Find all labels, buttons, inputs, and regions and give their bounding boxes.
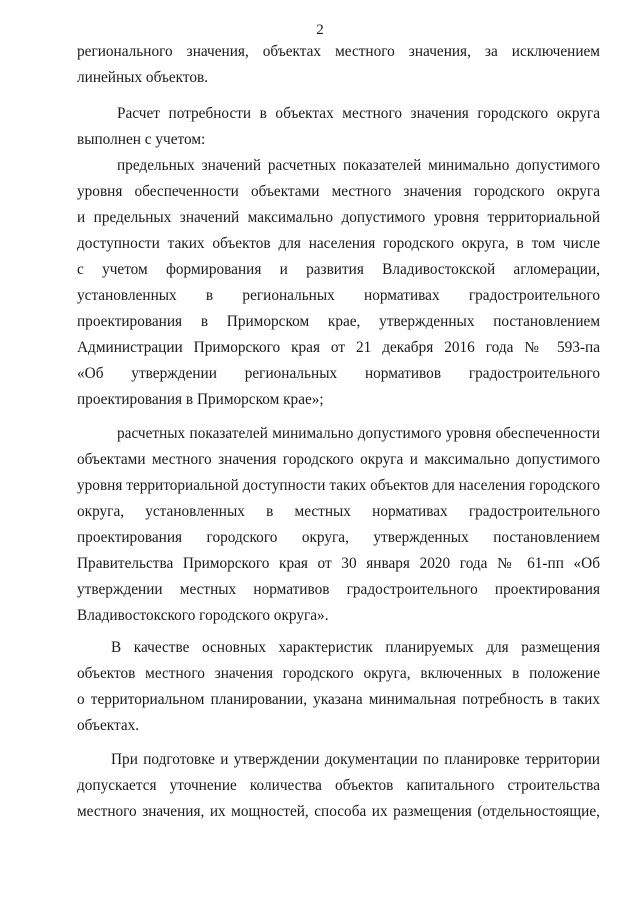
paragraph-line: установленных в региональных нормативах градостроительного	[77, 287, 600, 304]
paragraph-line: проектирования городского округа, утвержденных постановлением	[77, 529, 600, 546]
paragraph-line: регионального значения, объектах местного значения, за исключением	[77, 43, 600, 60]
paragraph-line: Владивостокского городского округа».	[77, 607, 329, 624]
paragraph-line: местного значения, их мощностей, способа их размещения (отдельностоящие,	[77, 803, 600, 820]
page-number: 2	[316, 22, 324, 38]
paragraph-line: уровня обеспеченности объектами местного значения городского округа	[77, 183, 600, 200]
paragraph-line: линейных объектов.	[77, 69, 209, 86]
paragraph-line: Администрации Приморского края от 21 декабря 2016 года № 593-па	[77, 339, 600, 356]
paragraph-line: с учетом формирования и развития Владивостокской агломерации,	[77, 261, 600, 278]
paragraph-line: предельных значений расчетных показателей минимально допустимого	[117, 157, 600, 174]
paragraph-line: Расчет потребности в объектах местного значения городского округа	[117, 105, 600, 122]
paragraph-line: При подготовке и утверждении документации по планировке территории	[111, 751, 600, 768]
paragraph-line: проектирования в Приморском крае»;	[77, 391, 324, 408]
paragraph-line: допускается уточнение количества объектов капитального строительства	[77, 777, 600, 794]
paragraph-line: выполнен с учетом:	[77, 131, 206, 148]
paragraph-line: утверждении местных нормативов градостроительного проектирования	[77, 581, 600, 598]
paragraph-line: доступности таких объектов для населения городского округа, в том числе	[77, 235, 600, 252]
paragraph-line: Правительства Приморского края от 30 января 2020 года № 61-пп «Об	[77, 555, 600, 572]
paragraph-line: В качестве основных характеристик планируемых для размещения	[111, 639, 600, 656]
paragraph-line: округа, установленных в местных нормативах градостроительного	[77, 503, 600, 520]
paragraph-line: «Об утверждении региональных нормативов градостроительного	[77, 365, 600, 382]
paragraph-line: объектами местного значения городского округа и максимально допустимого	[77, 451, 600, 468]
paragraph-line: и предельных значений максимально допустимого уровня территориальной	[77, 209, 600, 226]
paragraph-line: о территориальном планировании, указана минимальная потребность в таких	[77, 691, 600, 708]
paragraph-line: уровня территориальной доступности таких объектов для населения городского	[77, 477, 600, 494]
paragraph-line: объектов местного значения городского округа, включенных в положение	[77, 665, 600, 682]
paragraph-line: объектах.	[77, 717, 140, 734]
paragraph-line: проектирования в Приморском крае, утвержденных постановлением	[77, 313, 600, 330]
paragraph-line: расчетных показателей минимально допустимого уровня обеспеченности	[117, 425, 600, 442]
